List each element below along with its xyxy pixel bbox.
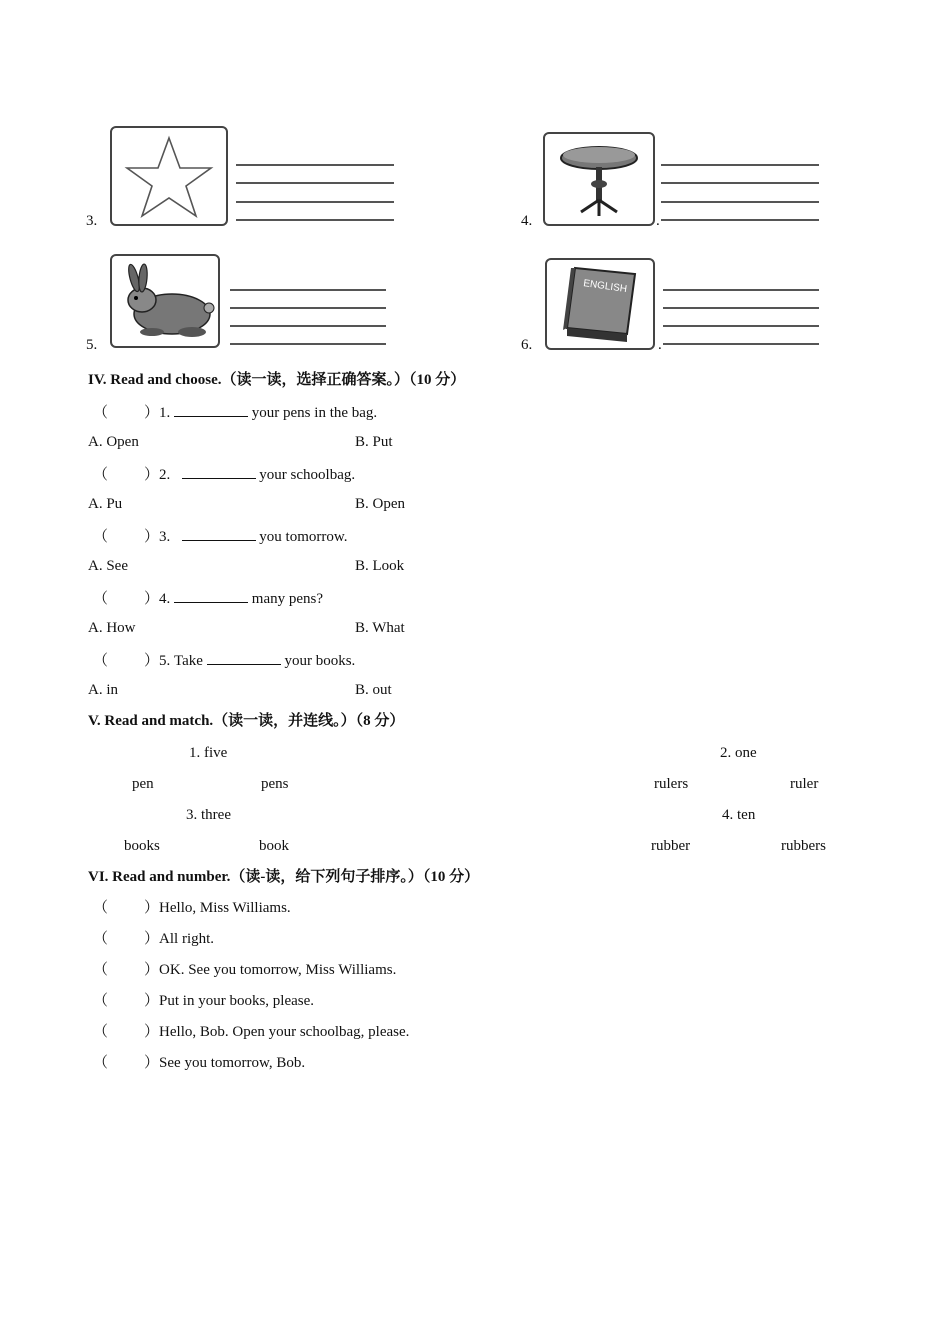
trail-dot: . [658,337,662,353]
option-b[interactable]: B. out [355,682,392,698]
match-word[interactable]: book [259,838,289,854]
option-b[interactable]: B. Open [355,496,405,512]
match-word[interactable]: pens [261,776,289,792]
match-number[interactable]: 4. ten [722,807,756,823]
match-number[interactable]: 2. one [720,745,757,761]
ordering-item: （ ）Hello, Bob. Open your schoolbag, please. [93,1024,410,1040]
option-a[interactable]: A. See [88,558,128,574]
match-word[interactable]: books [124,838,160,854]
picture-number: 5. [86,337,98,353]
writing-lines[interactable] [663,289,819,345]
rabbit-icon [110,254,220,348]
section-5-title: V. Read and match.（读一读，并连线。）（8 分） [88,713,405,729]
writing-lines[interactable] [230,289,386,345]
question-stem: （ ）1. your pens in the bag. [93,402,377,422]
writing-lines[interactable] [661,164,819,224]
match-number[interactable]: 1. five [189,745,228,761]
ordering-item: （ ）See you tomorrow, Bob. [93,1055,306,1071]
question-stem: （ ）2. your schoolbag. [93,464,355,484]
option-a[interactable]: A. Open [88,434,139,450]
ordering-item: （ ）All right. [93,931,215,947]
ordering-item: （ ）Hello, Miss Williams. [93,900,291,916]
match-word[interactable]: rubbers [781,838,826,854]
question-number: 2. [159,467,171,483]
question-stem: （ ）5. Take your books. [93,650,355,670]
match-number[interactable]: 3. three [186,807,231,823]
trail-dot: . [656,213,660,229]
book-label: ENGLISH [582,278,628,296]
writing-lines[interactable] [236,164,394,224]
answer-blank[interactable] [174,588,248,603]
question-number: 3. [159,529,171,545]
match-word[interactable]: rubber [651,838,691,854]
question-stem: （ ）4. many pens? [93,588,323,608]
option-b[interactable]: B. What [355,620,405,636]
section-6-title: VI. Read and number.（读-读，给下列句子排序。）（10 分） [88,869,480,885]
question-stem: （ ）3. you tomorrow. [93,526,347,546]
option-b[interactable]: B. Look [355,558,405,574]
ordering-item: （ ）OK. See you tomorrow, Miss Williams. [93,962,397,978]
picture-number: 3. [86,213,98,229]
question-number: 4. [159,591,171,607]
option-b[interactable]: B. Put [355,434,393,450]
answer-blank[interactable] [174,402,248,417]
match-word[interactable]: ruler [790,776,819,792]
ordering-item: （ ）Put in your books, please. [93,993,315,1009]
question-number: 1. [159,405,171,421]
match-word[interactable]: pen [132,776,154,792]
option-a[interactable]: A. Pu [88,496,123,512]
picture-number: 6. [521,337,533,353]
answer-blank[interactable] [182,464,256,479]
star-icon [110,126,228,226]
book-icon [545,258,655,350]
option-a[interactable]: A. in [88,682,118,698]
question-number: 5. Take [159,653,203,669]
answer-blank[interactable] [182,526,256,541]
option-a[interactable]: A. How [88,620,136,636]
picture-number: 4. [521,213,533,229]
table-icon [543,132,655,226]
match-word[interactable]: rulers [654,776,689,792]
answer-blank[interactable] [207,650,281,665]
section-4-title: IV. Read and choose.（读一读，选择正确答案。）（10 分） [88,372,466,388]
